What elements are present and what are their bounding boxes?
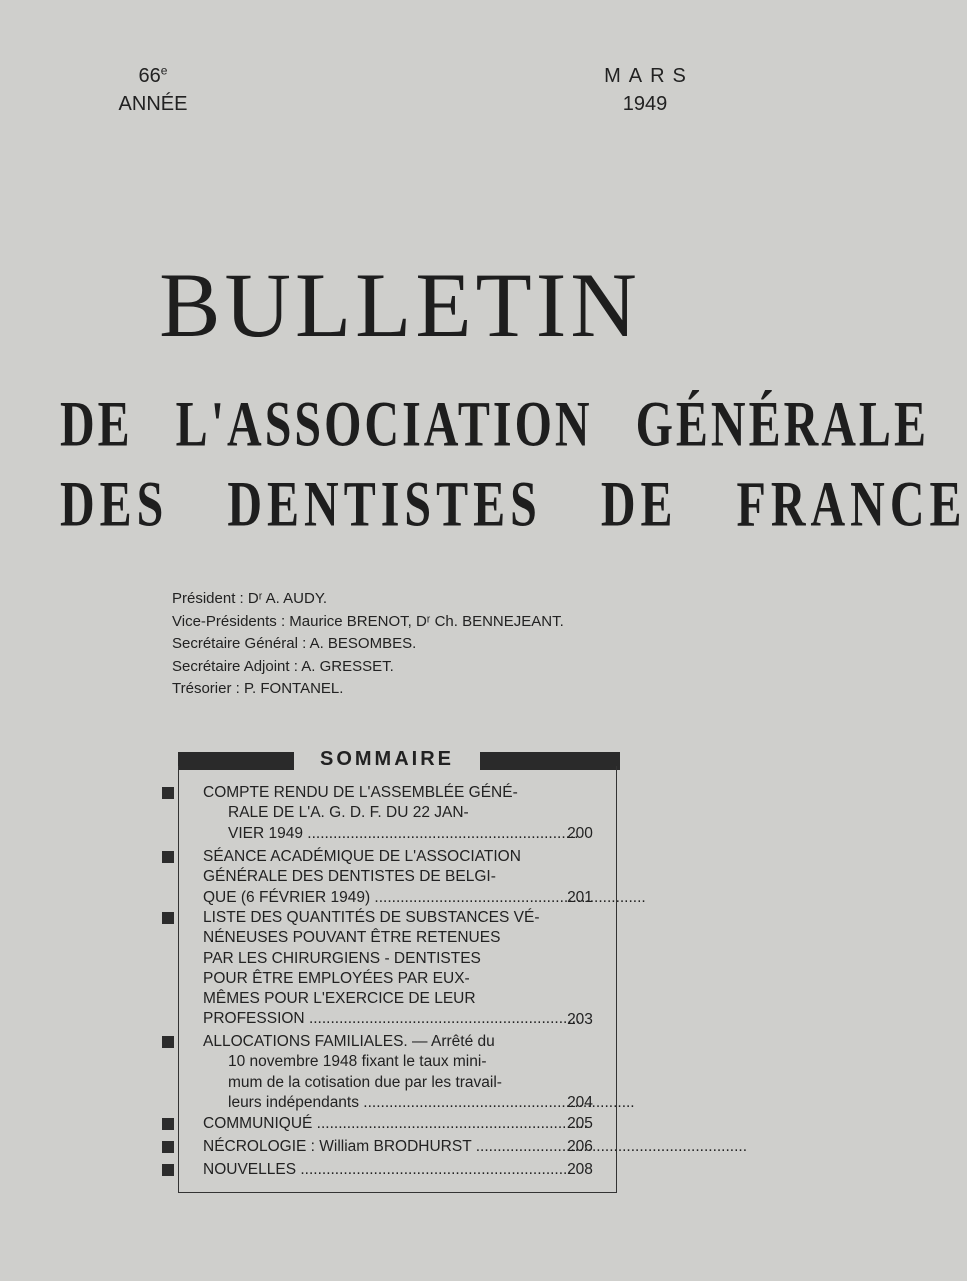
toc-entry-6[interactable]: [203, 1137, 548, 1157]
toc-line: [203, 1160, 548, 1180]
officer-assistant-secretary: Secrétaire Adjoint : A. GRESSET.: [172, 657, 394, 675]
toc-line: ALLOCATIONS FAMILIALES. — Arrêté du: [203, 1033, 495, 1050]
toc-entry-5[interactable]: [203, 1114, 548, 1134]
toc-line: 10 novembre 1948 fixant le taux mini-: [228, 1053, 487, 1071]
toc-line: NÉNEUSES POUVANT ÊTRE RETENUES: [203, 929, 501, 947]
bullet-square-icon: [162, 1036, 174, 1048]
bullet-square-icon: [162, 851, 174, 863]
toc-line-text: QUE (6 FÉVRIER 1949): [203, 888, 371, 906]
toc-page-number: 204: [567, 1094, 593, 1111]
toc-entry-1[interactable]: [203, 783, 548, 844]
toc-page-number: 208: [567, 1161, 593, 1178]
toc-line-text: NÉCROLOGIE : William BRODHURST: [203, 1138, 472, 1155]
subtitle-line-2: DES DENTISTES DE FRANCE: [60, 468, 967, 541]
toc-line: PAR LES CHIRURGIENS - DENTISTES: [203, 949, 481, 967]
officer-treasurer: Trésorier : P. FONTANEL.: [172, 680, 344, 697]
dot-leader: [471, 1138, 747, 1155]
toc-line-text: leurs indépendants: [228, 1093, 359, 1111]
dot-leader: [305, 1010, 581, 1027]
toc-line: [203, 1093, 548, 1113]
toc-line: [203, 824, 548, 844]
toc-page-number: 200: [567, 825, 593, 842]
bullet-square-icon: [162, 912, 174, 924]
bullet-square-icon: [162, 1141, 174, 1153]
officer-vice-presidents: Vice-Présidents : Maurice BRENOT, Dʳ Ch. BENNEJEANT.: [172, 612, 564, 630]
toc-line: GÉNÉRALE DES DENTISTES DE BELGI-: [203, 868, 496, 886]
toc-page-number: 203: [567, 1011, 593, 1028]
toc-line: [203, 1114, 548, 1134]
bulletin-title: BULLETIN: [159, 254, 641, 356]
bullet-square-icon: [162, 1164, 174, 1176]
bullet-square-icon: [162, 787, 174, 799]
toc-page-number: 206: [567, 1138, 593, 1155]
toc-line: POUR ÊTRE EMPLOYÉES PAR EUX-: [203, 969, 470, 987]
toc-entry-3[interactable]: [203, 908, 548, 1030]
issue-label: ANNÉE: [118, 93, 188, 115]
issue-year: 1949: [622, 93, 668, 115]
toc-line: SÉANCE ACADÉMIQUE DE L'ASSOCIATION: [203, 848, 521, 865]
toc-line: MÊMES POUR L'EXERCICE DE LEUR: [203, 990, 476, 1008]
toc-line-text: NOUVELLES: [203, 1161, 297, 1178]
dot-leader: [303, 825, 579, 842]
bullet-square-icon: [162, 1118, 174, 1130]
officer-president: Président : Dʳ A. AUDY.: [172, 590, 328, 607]
issue-month: MARS: [604, 65, 694, 87]
subtitle-line-1: DE L'ASSOCIATION GÉNÉRALE: [60, 388, 929, 461]
toc-line-text: COMMUNIQUÉ: [203, 1115, 313, 1132]
dot-leader: [296, 1161, 572, 1178]
sommaire-heading: SOMMAIRE: [320, 748, 454, 770]
toc-line-text: PROFESSION: [203, 1010, 305, 1028]
issue-number: 66: [138, 65, 161, 87]
dot-leader: [312, 1115, 588, 1132]
toc-line: mum de la cotisation due par les travail-: [228, 1073, 502, 1091]
issue-suffix: e: [160, 63, 168, 78]
toc-entry-7[interactable]: [203, 1160, 548, 1180]
toc-page-number: 205: [567, 1115, 593, 1132]
dot-leader: [370, 889, 646, 906]
toc-line: LISTE DES QUANTITÉS DE SUBSTANCES VÉ-: [203, 909, 540, 926]
officers-list: [172, 588, 692, 701]
toc-line: COMPTE RENDU DE L'ASSEMBLÉE GÉNÉ-: [203, 784, 518, 801]
officer-secretary-general: Secrétaire Général : A. BESOMBES.: [172, 635, 417, 652]
issue-year-block: [108, 62, 198, 118]
toc-line: [203, 888, 548, 908]
toc-page-number: 201: [567, 889, 593, 906]
toc-entry-2[interactable]: [203, 847, 548, 908]
issue-date-block: [590, 62, 700, 118]
toc-entry-4[interactable]: [203, 1032, 548, 1113]
toc-line: [203, 1009, 548, 1029]
toc-line: [203, 1137, 548, 1157]
toc-line: RALE DE L'A. G. D. F. DU 22 JAN-: [228, 804, 469, 822]
toc-line-text: VIER 1949: [228, 824, 303, 842]
